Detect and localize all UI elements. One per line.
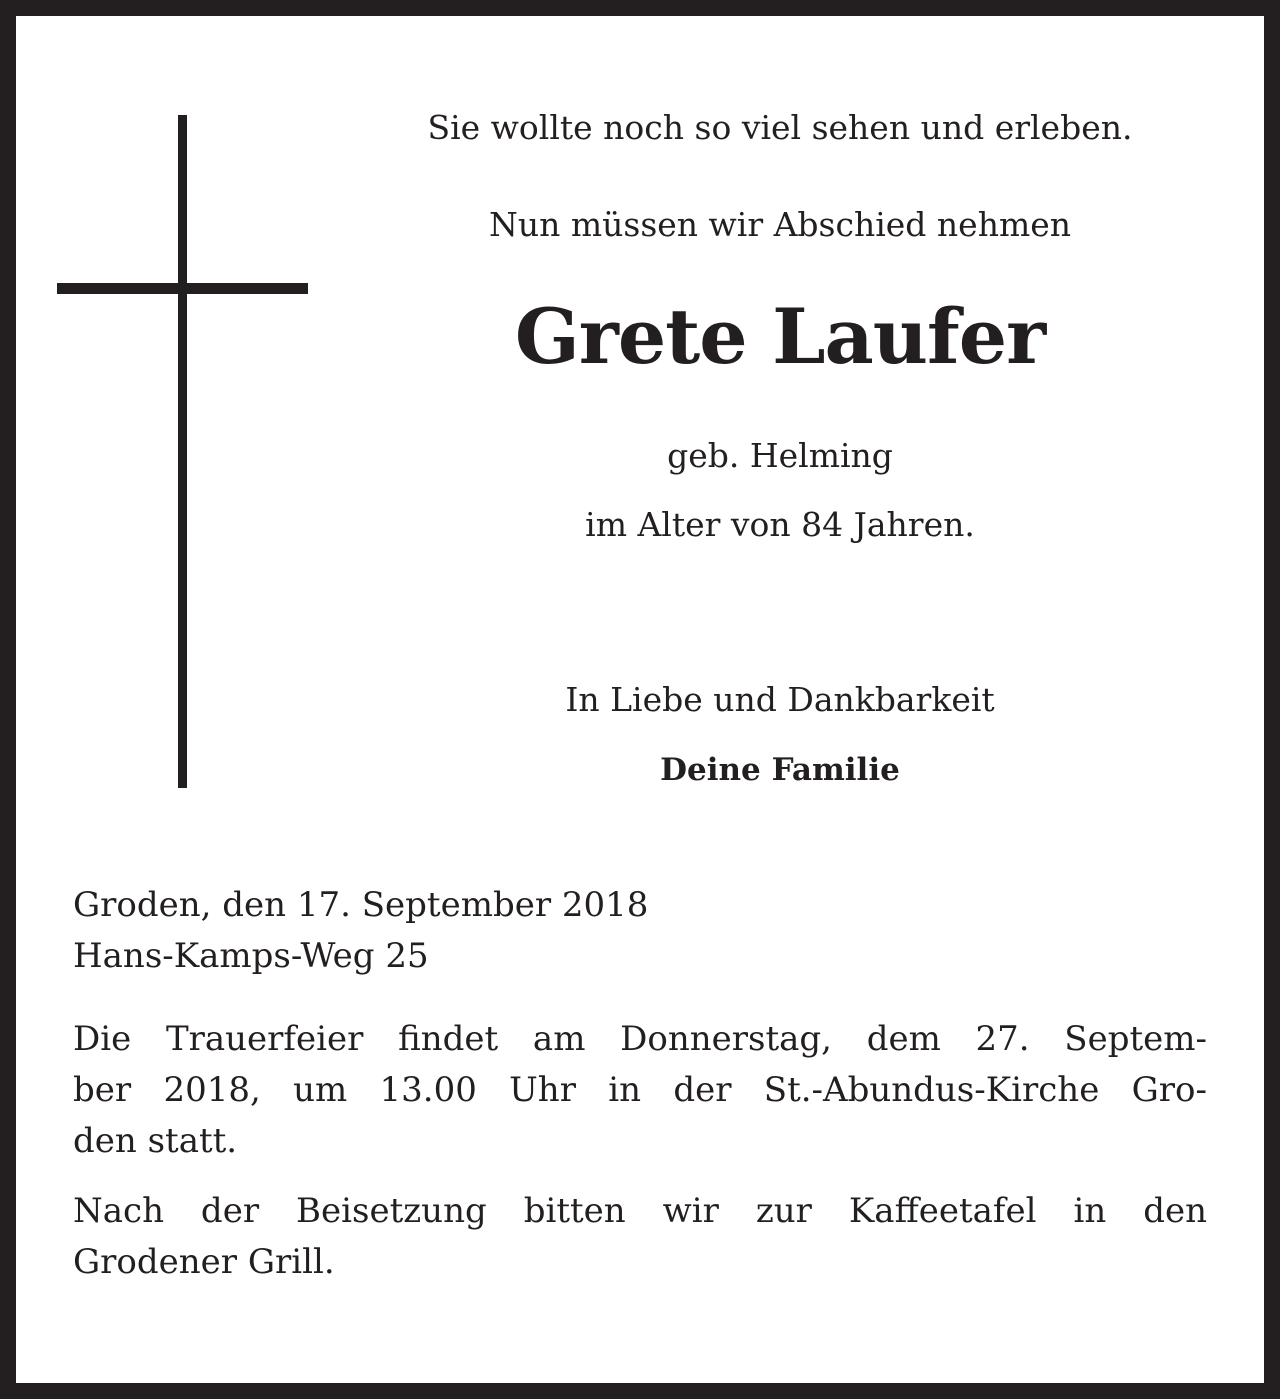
funeral-line: Die Trauerfeier findet am Donnerstag, dem 27. Septem- <box>73 1019 1207 1059</box>
cross-horizontal-bar <box>57 283 308 294</box>
place-date: Groden, den 17. September 2018 <box>73 885 649 925</box>
intro-text: Nun müssen wir Abschied nehmen <box>488 205 1072 244</box>
funeral-line: ber 2018, um 13.00 Uhr in der St.-Abundus-Kirche Gro- <box>73 1070 1207 1110</box>
cross-vertical-bar <box>178 115 187 788</box>
address: Hans-Kamps-Weg 25 <box>73 936 429 976</box>
place-and-address <box>73 880 1207 982</box>
verse: Sie wollte noch so viel sehen und erleben. <box>427 108 1133 147</box>
closing-text: In Liebe und Dankbarkeit <box>565 680 995 719</box>
deceased-name: Grete Laufer <box>514 292 1046 381</box>
funeral-line: den statt. <box>73 1121 238 1161</box>
signature: Deine Familie <box>660 752 900 788</box>
reception-line: Grodener Grill. <box>73 1242 335 1282</box>
reception-notice <box>73 1186 1207 1288</box>
reception-line: Nach der Beisetzung bitten wir zur Kaffeetafel in den <box>73 1191 1207 1231</box>
funeral-notice <box>73 1014 1207 1167</box>
maiden-name: geb. Helming <box>667 436 893 475</box>
age-text: im Alter von 84 Jahren. <box>585 505 975 544</box>
